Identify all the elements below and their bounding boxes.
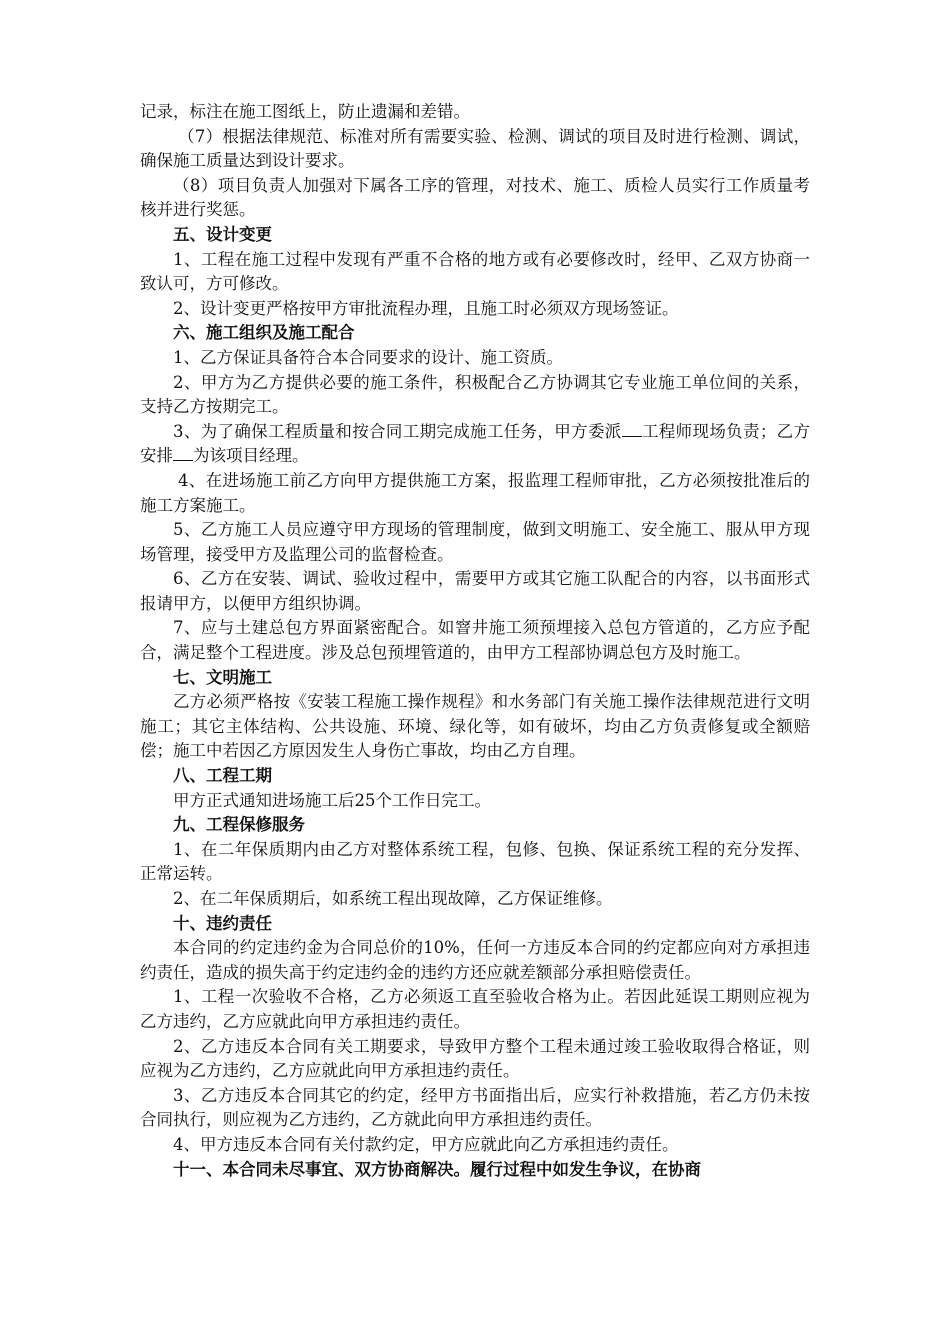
paragraph: （7）根据法律规范、标准对所有需要实验、检测、调试的项目及时进行检测、调试，确保施工质量达到设计要求。 — [140, 126, 810, 171]
paragraph-text-segment: 工程师现场负责；乙方安排 — [140, 421, 811, 466]
paragraph: 1、在二年保质期内由乙方对整体系统工程，包修、包换、保证系统工程的充分发挥、正常运转。 — [140, 839, 810, 884]
paragraph: 本合同的约定违约金为合同总价的10%，任何一方违反本合同的约定都应向对方承担违约责任，造成的损失高于约定违约金的违约方还应就差额部分承担赔偿责任。 — [140, 938, 810, 982]
paragraph: 2、乙方违反本合同有关工期要求，导致甲方整个工程未通过竣工验收取得合格证，则应视为乙方违约，乙方应就此向甲方承担违约责任。 — [140, 1036, 810, 1081]
paragraph: 6、乙方在安装、调试、验收过程中，需要甲方或其它施工队配合的内容，以书面形式报请甲方，以便甲方组织协调。 — [140, 569, 810, 613]
paragraph: 记录，标注在施工图纸上，防止遗漏和差错。 — [140, 102, 470, 121]
section-heading: 十一、本合同未尽事宜、双方协商解决。履行过程中如发生争议，在协商 — [173, 1159, 701, 1179]
paragraph: 2、设计变更严格按甲方审批流程办理，且施工时必须双方现场签证。 — [173, 298, 679, 318]
paragraph: 甲方正式通知进场施工后25个工作日完工。 — [173, 790, 491, 810]
fill-in-blank — [622, 422, 642, 437]
section-heading: 八、工程工期 — [173, 766, 272, 786]
section-heading: 九、工程保修服务 — [173, 815, 305, 835]
paragraph-text-segment: 3、为了确保工程质量和按合同工期完成施工任务，甲方委派 — [173, 421, 622, 441]
paragraph: 1、工程在施工过程中发现有严重不合格的地方或有必要修改时，经甲、乙双方协商一致认可，方可修改。 — [140, 249, 810, 294]
paragraph: 4、甲方违反本合同有关付款约定，甲方应就此向乙方承担违约责任。 — [173, 1134, 679, 1154]
fill-in-blank — [173, 446, 193, 461]
paragraph-with-blanks — [140, 420, 810, 469]
section-heading: 五、设计变更 — [173, 224, 272, 244]
paragraph: 1、工程一次验收不合格，乙方必须返工直至验收合格为止。若因此延误工期则应视为乙方违约，乙方应就此向甲方承担违约责任。 — [140, 987, 810, 1031]
paragraph: 4、在进场施工前乙方向甲方提供施工方案，报监理工程师审批，乙方必须按批准后的施工方案施工。 — [140, 470, 810, 515]
section-heading: 六、施工组织及施工配合 — [173, 323, 355, 343]
paragraph: 乙方必须严格按《安装工程施工操作规程》和水务部门有关施工操作法律规范进行文明施工；其它主体结构、公共设施、环境、绿化等，如有破坏，均由乙方负责修复或全额赔偿；施工中若因乙方原因发生人身伤亡事故，均由乙方自理。 — [140, 692, 810, 761]
section-heading: 十、违约责任 — [173, 913, 272, 933]
paragraph: 3、乙方违反本合同其它的约定，经甲方书面指出后，应实行补救措施，若乙方仍未按合同执行，则应视为乙方违约，乙方就此向甲方承担违约责任。 — [140, 1085, 810, 1130]
paragraph: （8）项目负责人加强对下属各工序的管理，对技术、施工、质检人员实行工作质量考核并进行奖惩。 — [140, 175, 810, 220]
paragraph-text-segment: 为该项目经理。 — [193, 446, 309, 466]
paragraph: 7、应与土建总包方界面紧密配合。如窨井施工须预埋接入总包方管道的，乙方应予配合，满足整个工程进度。涉及总包预埋管道的，由甲方工程部协调总包方及时施工。 — [140, 618, 810, 663]
paragraph: 5、乙方施工人员应遵守甲方现场的管理制度，做到文明施工、安全施工、服从甲方现场管理，接受甲方及监理公司的监督检查。 — [140, 520, 810, 564]
section-heading: 七、文明施工 — [173, 667, 272, 687]
paragraph: 2、在二年保质期后，如系统工程出现故障，乙方保证维修。 — [173, 889, 613, 908]
paragraph: 2、甲方为乙方提供必要的施工条件，积极配合乙方协调其它专业施工单位间的关系，支持乙方按期完工。 — [140, 372, 810, 417]
document-body — [140, 100, 810, 1182]
paragraph: 1、乙方保证具备符合本合同要求的设计、施工资质。 — [173, 347, 563, 367]
